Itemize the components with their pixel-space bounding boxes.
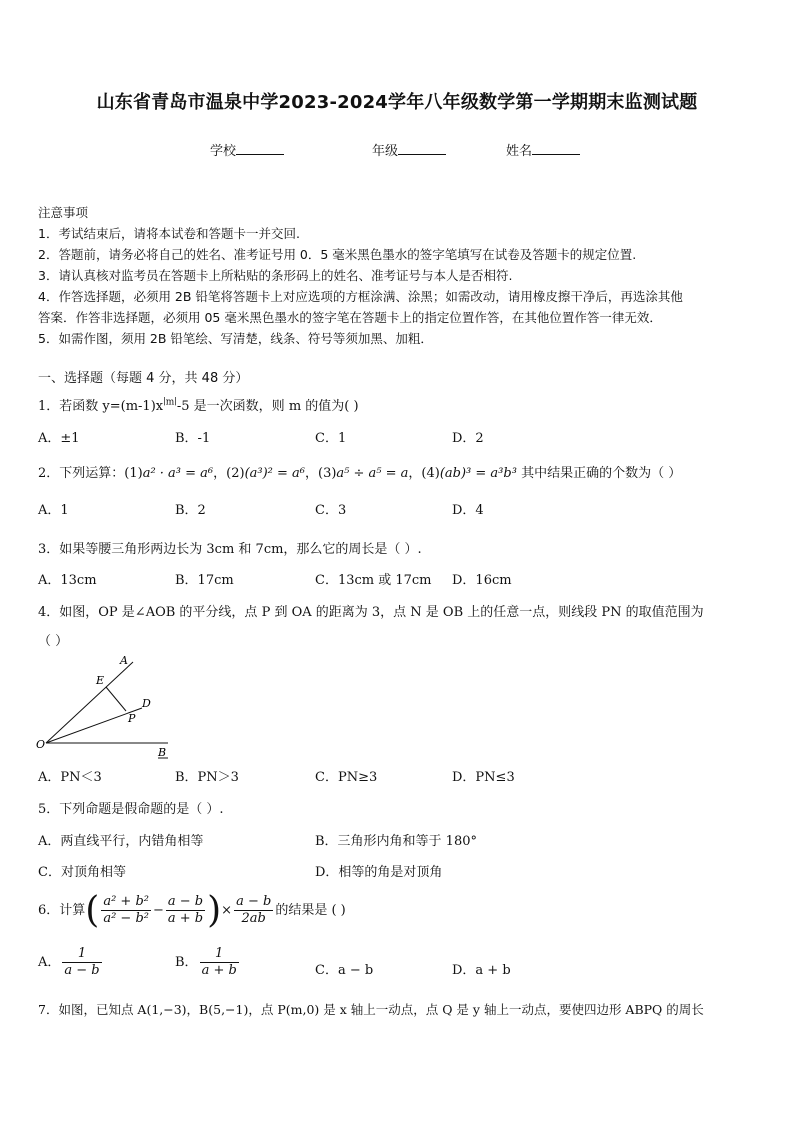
question-2-expr-4: (ab)³ = a³b³ (439, 466, 517, 481)
segment-ep (106, 687, 126, 711)
question-6-lead: 6．计算 (38, 903, 86, 918)
question-6-tail: 的结果是 ( ) (275, 903, 346, 918)
fraction-2-denominator: a + b (167, 911, 204, 926)
q6-option-a[interactable] (38, 946, 104, 979)
label-e: E (96, 674, 105, 687)
fraction-3-numerator: a − b (236, 894, 272, 909)
question-2-sep: ，(4) (408, 466, 440, 481)
ray-oa (46, 662, 133, 743)
q3-option-a[interactable]: A．13cm (38, 573, 97, 588)
q4-option-d[interactable]: D．PN≤3 (452, 770, 515, 785)
label-d: D (142, 697, 151, 710)
q3-option-c[interactable]: C．13cm 或 17cm (315, 573, 432, 588)
q3-option-b[interactable]: B．17cm (175, 573, 234, 588)
school-field[interactable] (210, 140, 284, 159)
question-1-exponent: ∣m∣ (163, 397, 177, 408)
question-1-text-rest: -5 是一次函数，则 m 的值为( ) (176, 399, 359, 414)
note-item: 答案．作答非选择题，必须用 05 毫米黑色墨水的签字笔在答题卡上的指定位置作答，在其他位置作答一律无效． (38, 310, 662, 325)
question-6 (38, 890, 346, 931)
q5-option-d[interactable]: D．相等的角是对顶角 (315, 865, 443, 880)
q2-option-c[interactable]: C．3 (315, 503, 347, 518)
notes-heading: 注意事项 (38, 205, 89, 220)
label-o: O (36, 738, 46, 751)
question-5: 5．下列命题是假命题的是（ ）. (38, 802, 224, 817)
note-item: 1．考试结束后，请将本试卷和答题卡一并交回. (38, 226, 300, 241)
name-label: 姓名 (506, 144, 533, 159)
question-1-text: 1．若函数 y=(m-1)x (38, 399, 164, 414)
q4-option-a[interactable]: A．PN＜3 (38, 770, 102, 785)
q6-option-a-fraction (62, 946, 101, 979)
name-field[interactable] (506, 140, 580, 159)
fraction-1 (101, 894, 151, 927)
q6-option-b[interactable] (175, 946, 241, 979)
q6-option-b-fraction (200, 946, 239, 979)
angle-bisector-figure (30, 650, 180, 762)
question-2-sep: ，(3) (305, 466, 337, 481)
q4-option-c[interactable]: C．PN≥3 (315, 770, 378, 785)
fraction-2-numerator: a − b (167, 894, 204, 909)
q2-option-d[interactable]: D．4 (452, 503, 484, 518)
left-paren: ( (85, 890, 100, 931)
school-label: 学校 (210, 144, 237, 159)
question-1 (38, 395, 359, 414)
q6-option-a-label: A． (38, 955, 61, 970)
note-item: 3．请认真核对监考员在答题卡上所粘贴的条形码上的姓名、准考证号与本人是否相符. (38, 268, 513, 283)
right-paren: ) (207, 890, 222, 931)
question-7: 7．如图，已知点 A(1,−3)，B(5,−1)，点 P(m,0) 是 x 轴上一动点，点 Q 是 y 轴上一动点，要使四边形 ABPQ 的周长 (38, 1002, 704, 1017)
question-4: 4．如图，OP 是∠AOB 的平分线，点 P 到 OA 的距离为 3，点 N 是 OB 上的任意一点，则线段 PN 的取值范围为 (38, 605, 704, 620)
q5-option-c[interactable]: C．对顶角相等 (38, 865, 126, 880)
fraction-1-numerator: a² + b² (103, 894, 149, 909)
page-title: 山东省青岛市温泉中学2023-2024学年八年级数学第一学期期末监测试题 (96, 92, 698, 113)
q6-option-b-numerator: 1 (200, 946, 239, 963)
section-heading: 一、选择题（每题 4 分，共 48 分） (38, 371, 249, 386)
q2-option-a[interactable]: A．1 (38, 503, 69, 518)
q3-option-d[interactable]: D．16cm (452, 573, 512, 588)
label-a: A (120, 654, 128, 667)
fraction-3-denominator: 2ab (241, 911, 266, 926)
note-item: 4．作答选择题，必须用 2B 铅笔将答题卡上对应选项的方框涂满、涂黑；如需改动，请用橡皮擦干净后，再选涂其他 (38, 289, 683, 304)
q1-option-a[interactable]: A．±1 (38, 431, 80, 446)
question-2-lead: 2．下列运算：(1) (38, 466, 143, 481)
question-2-expr-3: a⁵ ÷ a⁵ = a (336, 466, 409, 481)
q5-option-b[interactable]: B．三角形内角和等于 180° (315, 834, 477, 849)
q2-option-b[interactable]: B．2 (175, 503, 206, 518)
question-2-tail: 其中结果正确的个数为（ ） (516, 466, 682, 481)
notes-section (38, 202, 758, 349)
q4-option-b[interactable]: B．PN＞3 (175, 770, 239, 785)
fraction-1-denominator: a² − b² (103, 911, 149, 926)
name-blank[interactable] (532, 142, 580, 155)
question-2 (38, 462, 681, 481)
grade-label: 年级 (372, 144, 399, 159)
q1-option-d[interactable]: D．2 (452, 431, 484, 446)
question-4-paren: （ ） (38, 634, 69, 649)
grade-blank[interactable] (398, 142, 446, 155)
question-2-sep: ，(2) (213, 466, 245, 481)
minus-sign: − (152, 903, 164, 918)
label-b: B (158, 746, 167, 759)
q6-option-a-denominator: a − b (64, 963, 100, 978)
times-sign: × (221, 903, 233, 918)
label-p: P (128, 712, 136, 725)
q5-option-a[interactable]: A．两直线平行，内错角相等 (38, 834, 204, 849)
q6-option-c[interactable]: C．a − b (315, 963, 374, 978)
q6-option-d[interactable]: D．a + b (452, 963, 511, 978)
school-blank[interactable] (236, 142, 284, 155)
note-item: 5．如需作图，须用 2B 铅笔绘、写清楚，线条、符号等须加黑、加粗． (38, 331, 433, 346)
q6-option-a-numerator: 1 (62, 946, 101, 963)
q6-option-b-denominator: a + b (201, 963, 237, 978)
q1-option-c[interactable]: C．1 (315, 431, 347, 446)
grade-field[interactable] (372, 140, 446, 159)
fraction-3 (234, 894, 273, 927)
q6-option-b-label: B． (175, 955, 198, 970)
question-2-expr-2: (a³)² = a⁶ (244, 466, 305, 481)
note-item: 2．答题前，请务必将自己的姓名、准考证号用 0．5 毫米黑色墨水的签字笔填写在试卷及答题卡的规定位置. (38, 247, 637, 262)
question-2-expr-1: a² · a³ = a⁶ (142, 466, 214, 481)
fraction-2 (166, 894, 205, 927)
q1-option-b[interactable]: B．-1 (175, 431, 211, 446)
question-3: 3．如果等腰三角形两边长为 3cm 和 7cm，那么它的周长是（ ）. (38, 542, 422, 557)
